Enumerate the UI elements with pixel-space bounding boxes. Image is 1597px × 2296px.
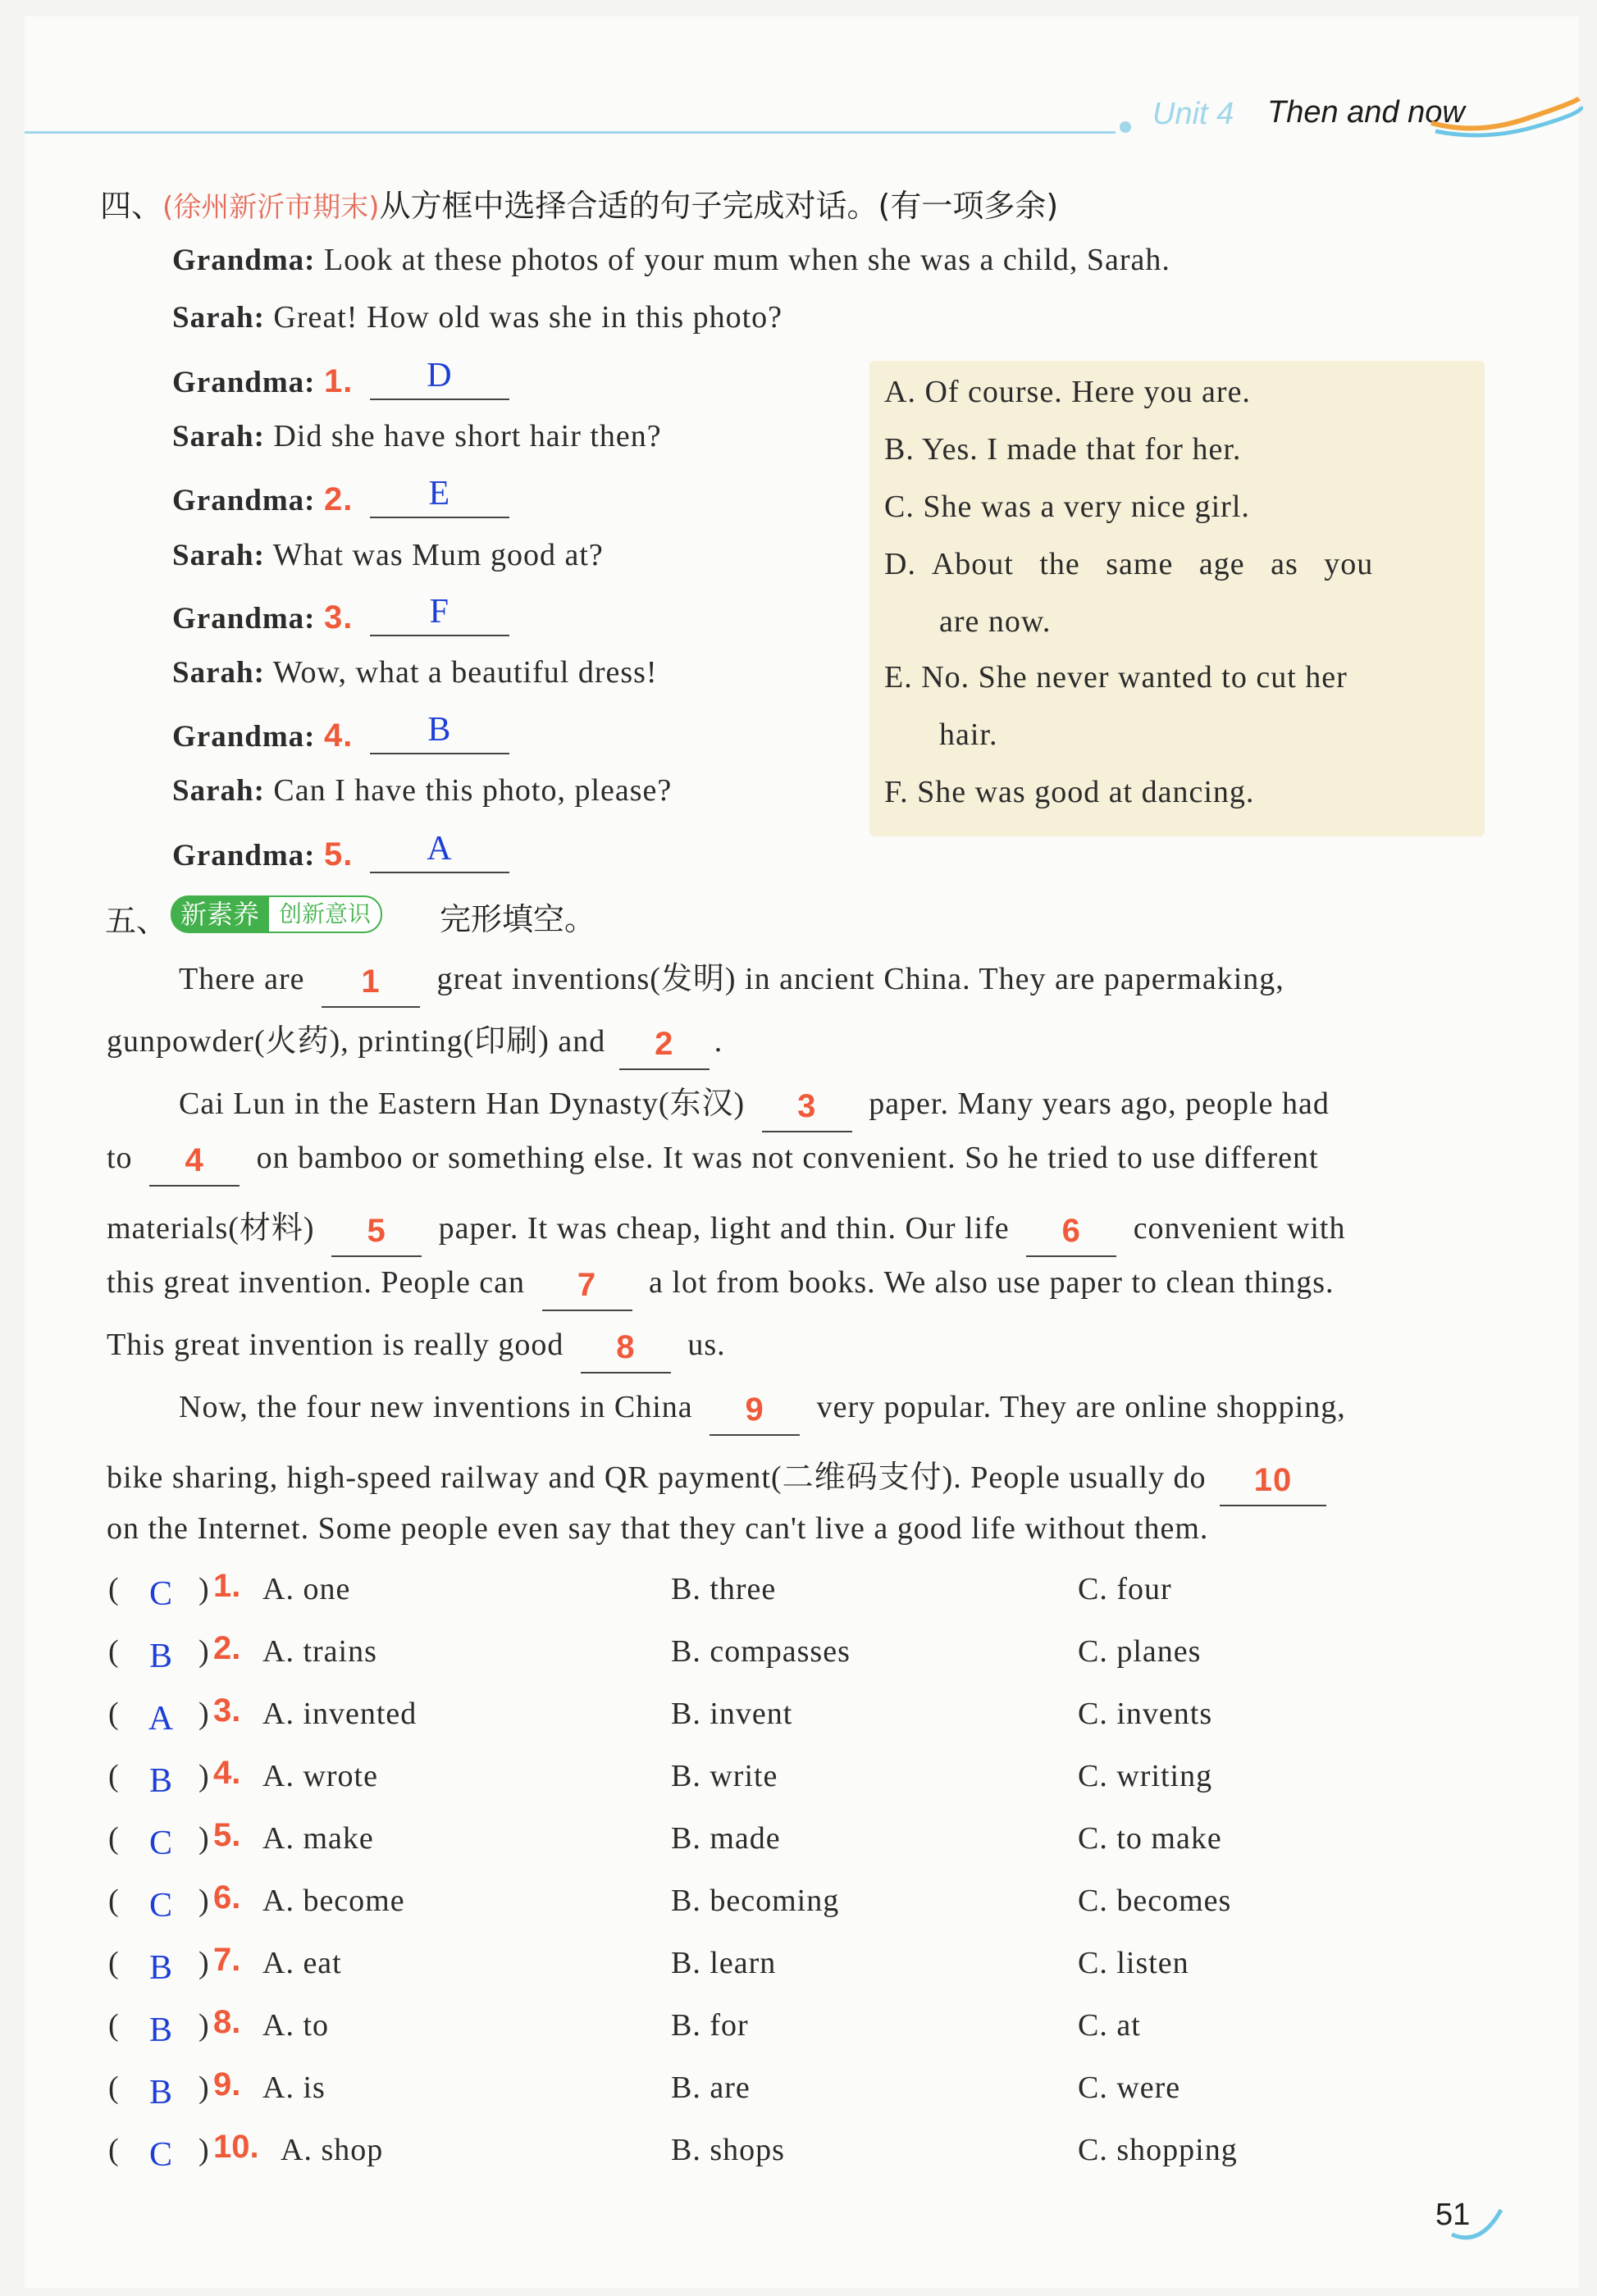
cloze-blank-7[interactable] [542, 1267, 632, 1311]
dialogue-line-7 [172, 595, 509, 636]
blank-number: 4 [185, 1142, 204, 1178]
paren-close: ) [198, 1697, 209, 1731]
paren-open: ( [108, 1821, 119, 1856]
mc-option-a[interactable]: A. to [262, 2008, 329, 2043]
mc-option-c[interactable]: C. shopping [1078, 2133, 1238, 2167]
dialogue-line-10 [172, 772, 672, 809]
mc-option-c[interactable]: C. writing [1078, 1759, 1213, 1793]
options-box [869, 361, 1485, 836]
answer-blank[interactable] [370, 359, 509, 400]
mc-option-c[interactable]: C. listen [1078, 1946, 1189, 1980]
header-wave-icon [1427, 90, 1583, 139]
mc-answer[interactable]: C [148, 2136, 172, 2174]
unit-title: Then and now [1267, 95, 1465, 130]
cloze-line-8 [179, 1389, 1346, 1436]
answer-blank[interactable] [370, 713, 509, 754]
paren-close: ) [198, 2008, 209, 2043]
mc-option-c[interactable]: C. invents [1078, 1697, 1213, 1731]
option-c: C. She was a very nice girl. [884, 490, 1250, 524]
question-number: 4. [324, 718, 354, 754]
paren-close: ) [198, 1572, 209, 1606]
blank-number: 7 [577, 1267, 597, 1303]
dialogue-line-8 [172, 654, 658, 690]
mc-number: 7. [213, 1942, 241, 1978]
cloze-blank-2[interactable] [619, 1026, 710, 1070]
blank-number: 5 [367, 1213, 386, 1249]
mc-question-4 [108, 1755, 1503, 1807]
section4-heading [100, 180, 1058, 226]
paren-close: ) [198, 1821, 209, 1856]
mc-option-c[interactable]: C. to make [1078, 1821, 1222, 1856]
mc-question-8 [108, 2004, 1503, 2057]
paren-close: ) [198, 1884, 209, 1918]
cloze-blank-1[interactable] [322, 963, 420, 1008]
dialogue-line-3 [172, 359, 509, 400]
mc-number: 3. [213, 1692, 241, 1729]
mc-option-a[interactable]: A. make [262, 1821, 374, 1856]
mc-number: 10. [213, 2129, 259, 2165]
answer-value: D [427, 357, 453, 394]
mc-number: 4. [213, 1755, 241, 1791]
answer-value: A [427, 830, 453, 868]
dialogue-text: Can I have this photo, please? [273, 773, 673, 808]
cloze-text: bike sharing, high-speed railway and QR payment(二维码支付). People usually do [107, 1460, 1207, 1495]
cloze-line-3 [179, 1077, 1330, 1132]
speaker: Grandma: [172, 602, 316, 636]
header-rule [25, 131, 1116, 134]
mc-option-c[interactable]: C. were [1078, 2070, 1181, 2105]
cloze-line-7 [107, 1327, 726, 1374]
blank-number: 8 [616, 1329, 636, 1365]
mc-option-a[interactable]: A. one [262, 1572, 351, 1606]
paren-open: ( [108, 2133, 119, 2167]
badge-main: 新素养 [171, 895, 269, 933]
speaker: Grandma: [172, 720, 316, 754]
dialogue-text: Great! How old was she in this photo? [273, 300, 783, 335]
question-number: 3. [324, 599, 354, 636]
mc-question-9 [108, 2066, 1503, 2119]
paren-open: ( [108, 2070, 119, 2105]
cloze-text: on bamboo or something else. It was not convenient. So he tried to use different [256, 1141, 1319, 1175]
paren-open: ( [108, 1946, 119, 1980]
mc-option-c[interactable]: C. planes [1078, 1634, 1202, 1669]
cloze-text: Now, the four new inventions in China [179, 1390, 693, 1424]
mc-option-b[interactable]: B. write [671, 1759, 778, 1793]
mc-number: 6. [213, 1879, 241, 1916]
paren-close: ) [198, 1634, 209, 1669]
mc-answer[interactable]: B [148, 2074, 172, 2112]
speaker: Grandma: [172, 484, 316, 517]
answer-value: F [429, 593, 450, 631]
mc-option-c[interactable]: C. becomes [1078, 1884, 1232, 1918]
blank-number: 3 [797, 1088, 817, 1124]
mc-answer[interactable]: B [148, 1949, 172, 1987]
answer-blank[interactable] [370, 832, 509, 873]
mc-option-b[interactable]: B. are [671, 2070, 751, 2105]
cloze-text: us. [687, 1328, 726, 1362]
mc-answer[interactable]: C [148, 1887, 172, 1925]
option-d-cont: are now. [939, 604, 1052, 639]
speaker: Grandma: [172, 244, 316, 277]
paren-open: ( [108, 1572, 119, 1606]
section4-source: (徐州新沂市期末) [162, 191, 380, 224]
mc-option-a[interactable]: A. become [262, 1884, 405, 1918]
blank-number: 9 [745, 1392, 764, 1428]
answer-blank[interactable] [370, 477, 509, 518]
section4-number: 四、 [100, 188, 163, 224]
dialogue-text: Did she have short hair then? [273, 419, 662, 453]
cloze-line-10: on the Internet. Some people even say that they can't live a good life without them. [107, 1511, 1209, 1546]
question-number: 5. [324, 836, 354, 872]
speaker: Grandma: [172, 839, 316, 872]
section5-number: 五、 [105, 903, 168, 939]
mc-number: 9. [213, 2066, 241, 2102]
mc-question-5 [108, 1817, 1503, 1870]
option-a: A. Of course. Here you are. [884, 375, 1251, 409]
option-d: D. About the same age as you [884, 547, 1374, 581]
dialogue-line-1 [172, 242, 1170, 278]
cloze-text: . [714, 1024, 723, 1059]
speaker: Sarah: [172, 420, 265, 453]
mc-question-3 [108, 1692, 1503, 1745]
blank-number: 10 [1253, 1462, 1293, 1498]
cloze-text: paper. Many years ago, people had [869, 1086, 1330, 1121]
blank-number: 2 [655, 1026, 674, 1062]
mc-option-b[interactable]: B. learn [671, 1946, 777, 1980]
mc-answer[interactable]: B [148, 2011, 172, 2049]
mc-answer[interactable]: C [148, 1824, 172, 1862]
cloze-blank-9[interactable] [710, 1392, 800, 1436]
mc-question-6 [108, 1879, 1503, 1932]
mc-option-c[interactable]: C. at [1078, 2008, 1141, 2043]
page-number: 51 [1435, 2198, 1471, 2232]
option-e-cont: hair. [939, 718, 998, 752]
cloze-blank-6[interactable] [1026, 1213, 1116, 1257]
mc-option-a[interactable]: A. invented [262, 1697, 418, 1731]
mc-option-b[interactable]: B. shops [671, 2133, 785, 2167]
cloze-line-9 [107, 1451, 1331, 1506]
mc-number: 5. [213, 1817, 241, 1853]
question-number: 2. [324, 481, 354, 517]
mc-option-a[interactable]: A. shop [281, 2133, 384, 2167]
cloze-text: gunpowder(火药), printing(印刷) and [107, 1024, 606, 1059]
cloze-text: Cai Lun in the Eastern Han Dynasty(东汉) [179, 1086, 746, 1121]
paren-open: ( [108, 1697, 119, 1731]
speaker: Sarah: [172, 301, 265, 335]
section5-instruction: 完形填空。 [440, 901, 596, 937]
cloze-blank-3[interactable] [762, 1088, 852, 1132]
mc-number: 2. [213, 1630, 241, 1666]
mc-number: 8. [213, 2004, 241, 2040]
badge-sub: 创新意识 [269, 895, 382, 933]
mc-answer[interactable]: A [148, 1700, 174, 1738]
blank-number: 6 [1061, 1213, 1081, 1249]
mc-question-1 [108, 1568, 1503, 1620]
mc-answer[interactable]: B [148, 1638, 172, 1675]
speaker: Sarah: [172, 774, 265, 808]
section4-instruction: 从方框中选择合适的句子完成对话。(有一项多余) [379, 188, 1059, 224]
cloze-blank-8[interactable] [581, 1329, 671, 1374]
mc-option-a[interactable]: A. wrote [262, 1759, 378, 1793]
speaker: Grandma: [172, 366, 316, 399]
cloze-blank-5[interactable] [331, 1213, 422, 1257]
dialogue-text: What was Mum good at? [272, 538, 604, 572]
mc-question-2 [108, 1630, 1503, 1683]
new-literacy-badge [171, 895, 382, 933]
cloze-line-5 [107, 1202, 1345, 1257]
mc-option-b[interactable]: B. becoming [671, 1884, 840, 1918]
cloze-text: paper. It was cheap, light and thin. Our life [438, 1211, 1010, 1246]
cloze-blank-4[interactable] [149, 1142, 240, 1187]
cloze-line-2 [107, 1015, 723, 1070]
mc-option-b[interactable]: B. for [671, 2008, 749, 2043]
mc-option-b[interactable]: B. compasses [671, 1634, 851, 1669]
dialogue-line-2 [172, 299, 783, 335]
paren-open: ( [108, 1634, 119, 1669]
mc-answer[interactable]: B [148, 1762, 172, 1800]
header-dot [1120, 121, 1131, 133]
mc-option-b[interactable]: B. made [671, 1821, 781, 1856]
answer-blank[interactable] [370, 595, 509, 636]
dialogue-line-5 [172, 477, 509, 518]
answer-value: B [427, 711, 452, 749]
dialogue-text: Wow, what a beautiful dress! [272, 655, 658, 690]
mc-option-c[interactable]: C. four [1078, 1572, 1172, 1606]
paren-close: ) [198, 2133, 209, 2167]
cloze-text: materials(材料) [107, 1211, 315, 1246]
paren-open: ( [108, 1759, 119, 1793]
speaker: Sarah: [172, 656, 265, 690]
mc-question-10 [108, 2129, 1503, 2181]
mc-number: 1. [213, 1568, 241, 1604]
option-f: F. She was good at dancing. [884, 775, 1255, 809]
cloze-text: very popular. They are online shopping, [816, 1390, 1346, 1424]
cloze-blank-10[interactable] [1220, 1462, 1326, 1506]
option-b: B. Yes. I made that for her. [884, 432, 1242, 467]
speaker: Sarah: [172, 539, 265, 572]
mc-option-b[interactable]: B. three [671, 1572, 777, 1606]
answer-value: E [428, 475, 451, 512]
paren-close: ) [198, 1759, 209, 1793]
dialogue-line-6 [172, 537, 604, 573]
cloze-text: There are [179, 962, 305, 996]
blank-number: 1 [361, 963, 381, 1000]
cloze-text: to [107, 1141, 133, 1175]
option-e: E. No. She never wanted to cut her [884, 660, 1348, 695]
mc-answer[interactable]: C [148, 1575, 172, 1613]
paren-open: ( [108, 1884, 119, 1918]
cloze-text: great inventions(发明) in ancient China. They are papermaking, [436, 962, 1284, 996]
cloze-text: convenient with [1133, 1211, 1346, 1246]
dialogue-line-11 [172, 832, 509, 873]
mc-option-b[interactable]: B. invent [671, 1697, 793, 1731]
mc-option-a[interactable]: A. is [262, 2070, 326, 2105]
paren-close: ) [198, 1946, 209, 1980]
unit-label: Unit 4 [1152, 97, 1234, 131]
dialogue-text: Look at these photos of your mum when she was a child, Sarah. [324, 243, 1170, 277]
cloze-text: a lot from books. We also use paper to clean things. [649, 1265, 1335, 1300]
dialogue-line-4 [172, 418, 662, 454]
cloze-text: This great invention is really good [107, 1328, 564, 1362]
cloze-line-1 [179, 953, 1284, 1008]
paren-close: ) [198, 2070, 209, 2105]
cloze-line-4 [107, 1140, 1319, 1187]
question-number: 1. [324, 363, 354, 399]
mc-option-a[interactable]: A. trains [262, 1634, 377, 1669]
mc-question-7 [108, 1942, 1503, 1994]
dialogue-line-9 [172, 713, 509, 754]
cloze-line-6 [107, 1264, 1335, 1311]
cloze-text: this great invention. People can [107, 1265, 526, 1300]
paren-open: ( [108, 2008, 119, 2043]
mc-option-a[interactable]: A. eat [262, 1946, 342, 1980]
